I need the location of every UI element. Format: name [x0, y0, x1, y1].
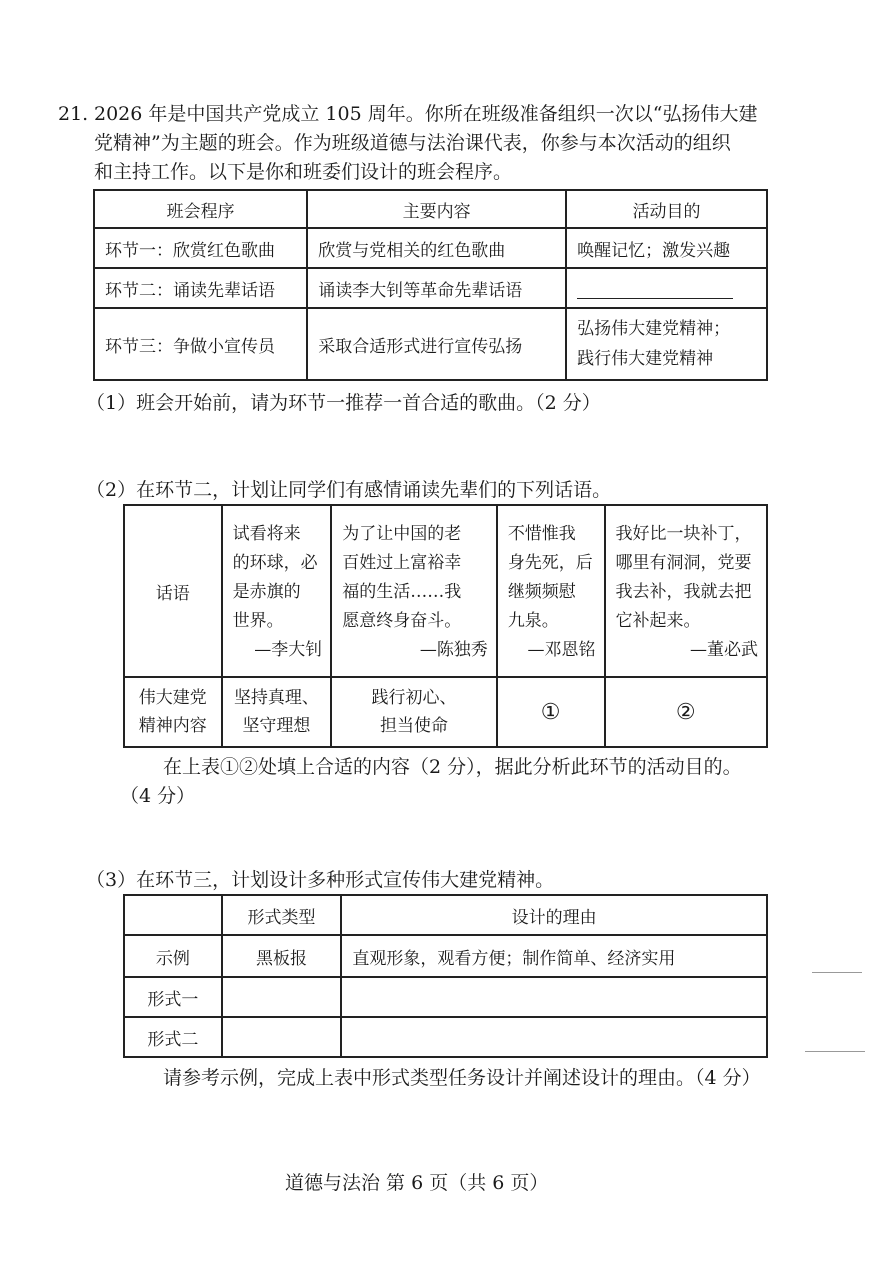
form-type-cell: 黑板报: [222, 935, 342, 977]
purpose-blank-cell: [566, 268, 767, 308]
quote-author: —李大钊: [254, 639, 323, 660]
row-label: 示例: [124, 935, 222, 977]
quotes-table: [123, 504, 768, 748]
purpose-cell: 弘扬伟大建党精神； 践行伟大建党精神: [566, 308, 767, 380]
scan-mark: [812, 972, 862, 973]
subquestion-2-task-line-1: 在上表①②处填上合适的内容（2 分），据此分析此环节的活动目的。: [163, 756, 742, 778]
step-cell: 环节二：诵读先辈话语: [94, 268, 307, 308]
step-cell: 环节一：欣赏红色歌曲: [94, 228, 307, 268]
quotes-row: [124, 505, 767, 677]
forms-table: [123, 894, 768, 1058]
program-row-1: [94, 228, 767, 268]
header-reason: 设计的理由: [341, 895, 767, 935]
form-type-cell: [222, 977, 342, 1017]
program-row-3: [94, 308, 767, 380]
content-cell: 诵读李大钊等革命先辈话语: [307, 268, 566, 308]
row-label: 形式一: [124, 977, 222, 1017]
step-cell: 环节三：争做小宣传员: [94, 308, 307, 380]
answer-blank-line: [577, 278, 733, 299]
spirit-cell-2: 践行初心、 担当使命: [331, 677, 497, 747]
spirit-row: [124, 677, 767, 747]
question-intro-line-1: 2026 年是中国共产党成立 105 周年。你所在班级准备组织一次以“弘扬伟大建: [94, 103, 758, 125]
quote-author: —邓恩铭: [527, 639, 596, 660]
page-footer: 道德与法治 第 6 页（共 6 页）: [285, 1172, 549, 1194]
question-intro-line-2: 党精神”为主题的班会。作为班级道德与法治课代表，你参与本次活动的组织: [94, 132, 731, 154]
quote-cell-1: [222, 505, 332, 677]
subquestion-2-task-line-2: （4 分）: [120, 785, 196, 807]
content-cell: 欣赏与党相关的红色歌曲: [307, 228, 566, 268]
header-blank: [124, 895, 222, 935]
forms-row-example: [124, 935, 767, 977]
quote-text: 我好比一块补丁， 哪里有洞洞，党要 我去补，我就去把 它补起来。: [615, 523, 752, 631]
quote-cell-2: [331, 505, 497, 677]
quotes-row-label: 话语: [124, 505, 222, 677]
spirit-cell-1: 坚持真理、 坚守理想: [222, 677, 332, 747]
quote-text: 为了让中国的老 百姓过上富裕幸 福的生活……我 愿意终身奋斗。: [342, 523, 462, 631]
scan-mark: [805, 1051, 865, 1052]
program-row-2: [94, 268, 767, 308]
program-table: [93, 189, 768, 381]
header-purpose: 活动目的: [566, 190, 767, 228]
header-form-type: 形式类型: [222, 895, 342, 935]
quote-text: 不惜惟我 身先死，后 继频频慰 九泉。: [507, 523, 593, 631]
spirit-blank-1: ①: [497, 677, 605, 747]
program-table-header: [94, 190, 767, 228]
forms-row-1: [124, 977, 767, 1017]
purpose-cell: 唤醒记忆；激发兴趣: [566, 228, 767, 268]
subquestion-3-prompt: （3）在环节三，计划设计多种形式宣传伟大建党精神。: [86, 869, 555, 891]
quote-cell-3: [497, 505, 605, 677]
forms-row-2: [124, 1017, 767, 1057]
reason-cell: 直观形象，观看方便；制作简单、经济实用: [341, 935, 767, 977]
row-label: 形式二: [124, 1017, 222, 1057]
header-content: 主要内容: [307, 190, 566, 228]
spirit-blank-2: ②: [605, 677, 767, 747]
subquestion-1: （1）班会开始前，请为环节一推荐一首合适的歌曲。（2 分）: [86, 392, 601, 414]
reason-cell: [341, 1017, 767, 1057]
quote-author: —董必武: [690, 639, 758, 660]
spirit-row-label: 伟大建党 精神内容: [124, 677, 222, 747]
forms-table-header: [124, 895, 767, 935]
question-number: 21.: [58, 103, 89, 125]
content-cell: 采取合适形式进行宣传弘扬: [307, 308, 566, 380]
question-intro-line-3: 和主持工作。以下是你和班委们设计的班会程序。: [94, 161, 513, 183]
quote-cell-4: [605, 505, 767, 677]
subquestion-2-prompt: （2）在环节二，计划让同学们有感情诵读先辈们的下列话语。: [86, 479, 612, 501]
form-type-cell: [222, 1017, 342, 1057]
quote-text: 试看将来 的环球，必 是赤旗的 世界。: [232, 523, 318, 631]
reason-cell: [341, 977, 767, 1017]
quote-author: —陈独秀: [419, 639, 488, 660]
header-step: 班会程序: [94, 190, 307, 228]
subquestion-3-task: 请参考示例，完成上表中形式类型任务设计并阐述设计的理由。（4 分）: [163, 1067, 761, 1089]
